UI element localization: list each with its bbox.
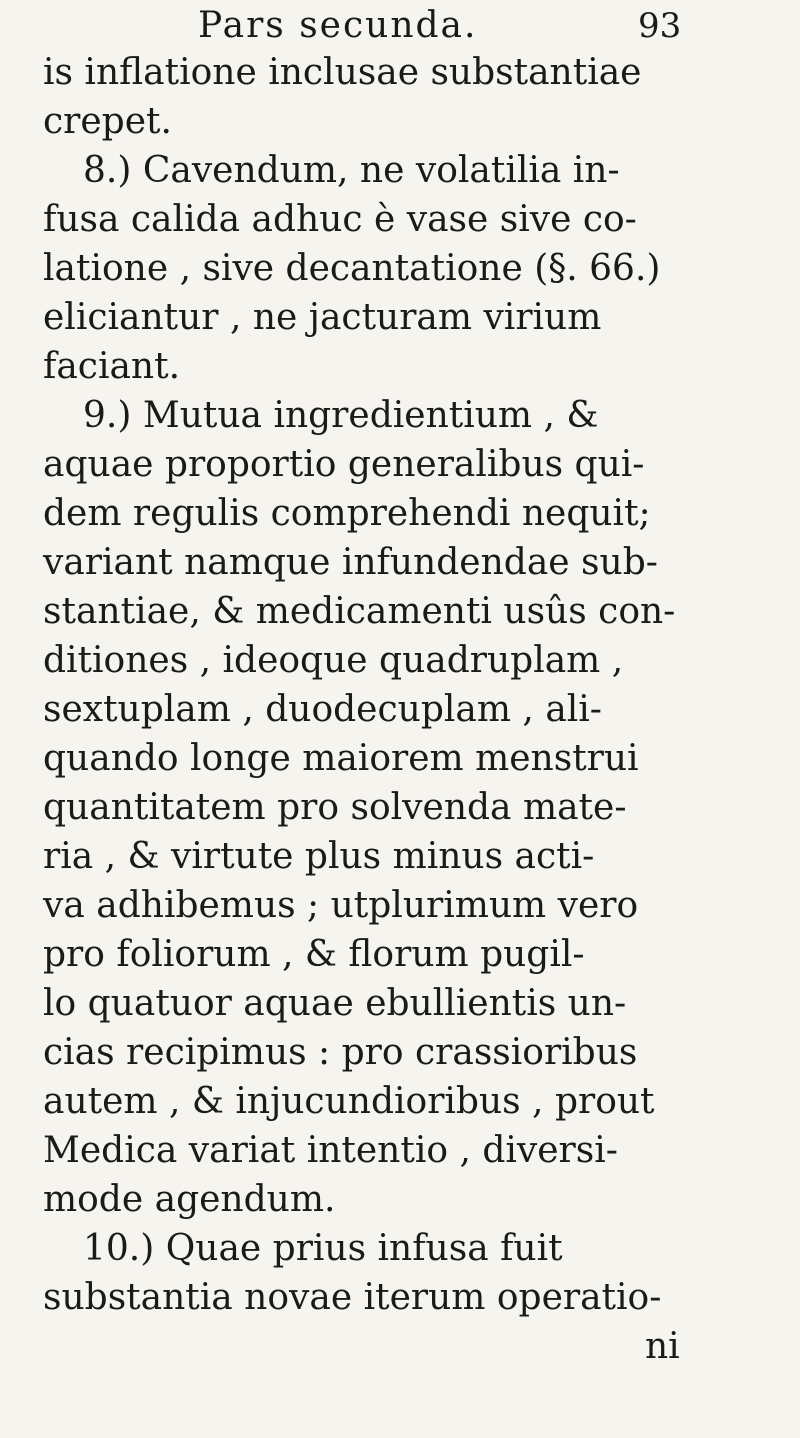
text-line: va adhibemus ; utplurimum vero — [43, 885, 639, 926]
paragraph-8-start: 8.) Cavendum, ne volatilia in- — [83, 150, 620, 191]
text-line: dem regulis comprehendi nequit; — [43, 493, 651, 534]
text-line: faciant. — [43, 346, 181, 387]
text-line: is inflatione inclusae substantiae — [43, 52, 642, 93]
text-line: mode agendum. — [43, 1179, 336, 1220]
catchword: ni — [645, 1326, 680, 1367]
text-line: variant namque infundendae sub- — [43, 542, 658, 583]
text-line: crepet. — [43, 101, 172, 142]
text-line: aquae proportio generalibus qui- — [43, 444, 645, 485]
text-line: latione , sive decantatione (§. 66.) — [43, 248, 661, 289]
text-line: lo quatuor aquae ebullientis un- — [43, 983, 627, 1024]
body-text — [43, 48, 760, 1371]
text-line: sextuplam , duodecuplam , ali- — [43, 689, 602, 730]
text-line: pro foliorum , & florum pugil- — [43, 934, 585, 975]
paragraph-9-start: 9.) Mutua ingredientium , & — [83, 395, 599, 436]
text-line: ria , & virtute plus minus acti- — [43, 836, 595, 877]
text-line: quantitatem pro solvenda mate- — [43, 787, 627, 828]
text-line: autem , & injucundioribus , prout — [43, 1081, 655, 1122]
text-line: substantia novae iterum operatio- — [43, 1277, 662, 1318]
text-line: Medica variat intentio , diversi- — [43, 1130, 618, 1171]
page-number: 93 — [638, 6, 682, 46]
text-line: ditiones , ideoque quadruplam , — [43, 640, 624, 681]
paragraph-10-start: 10.) Quae prius infusa fuit — [83, 1228, 563, 1269]
text-line: eliciantur , ne jacturam virium — [43, 297, 602, 338]
text-line: cias recipimus : pro crassioribus — [43, 1032, 638, 1073]
running-head: Pars secunda. — [198, 5, 478, 46]
page-header — [43, 0, 760, 48]
text-line: fusa calida adhuc è vase sive co- — [43, 199, 637, 240]
text-line: quando longe maiorem menstrui — [43, 738, 639, 779]
text-line: stantiae, & medicamenti usûs con- — [43, 591, 676, 632]
